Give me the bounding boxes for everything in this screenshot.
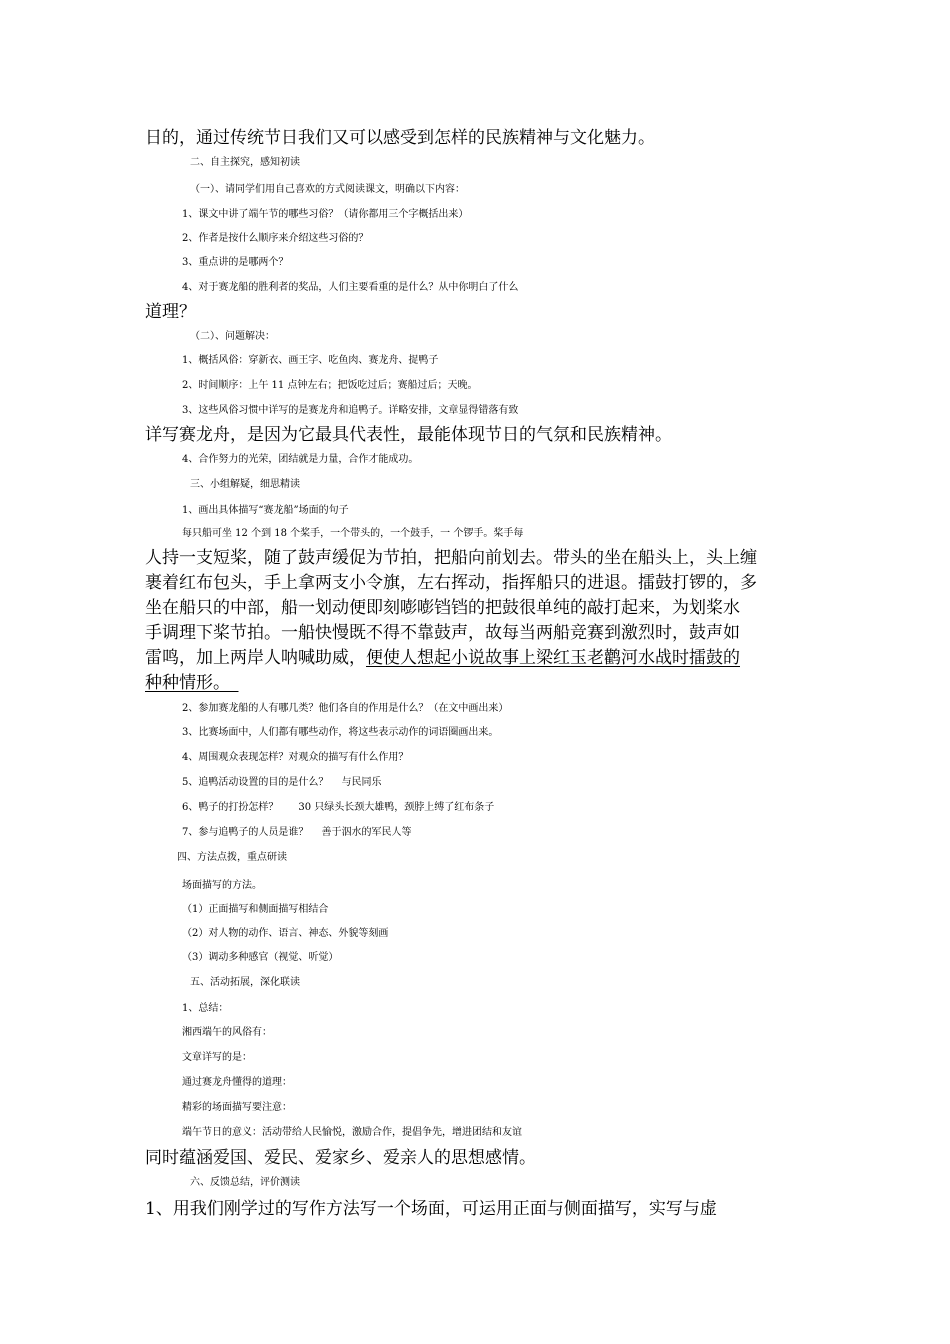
summary-line: 精彩的场面描写要注意： — [182, 1102, 292, 1113]
question-line: 2、作者是按什么顺序来介绍这些习俗的？ — [182, 233, 369, 244]
passage-line: 裹着红布包头，手上拿两支小令旗，左右挥动，指挥船只的进退。擂鼓打锣的，多 — [145, 573, 757, 593]
section-heading: 六、反馈总结，评价测读 — [190, 1177, 300, 1188]
passage-line — [145, 646, 815, 670]
summary-line: 1、总结： — [182, 1003, 229, 1014]
summary-line: 通过赛龙舟懂得的道理： — [182, 1077, 292, 1088]
section-heading: 四、方法点拨，重点研读 — [177, 852, 287, 863]
passage-line — [145, 671, 815, 695]
method-line: （2）对人物的动作、语言、神态、外貌等刻画 — [182, 928, 389, 939]
subsection-heading: （二）、问题解决： — [190, 331, 275, 342]
passage-line: 每只船可坐 12 个到 18 个桨手，一个带头的，一个鼓手，一 个锣手。桨手每 — [182, 528, 524, 539]
subsection-heading: （一）、请同学们用自己喜欢的方式阅读课文，明确以下内容： — [190, 184, 465, 195]
question-line: 2、参加赛龙船的人有哪几类？他们各自的作用是什么？（在文中画出来） — [182, 703, 509, 714]
question-line: 5、追鸭活动设置的目的是什么？ 与民同乐 — [182, 777, 382, 788]
question-line: 7、参与追鸭子的人员是谁？ 善于泅水的军民人等 — [182, 827, 412, 838]
answer-line: 3、这些风俗习惯中详写的是赛龙舟和追鸭子。详略安排，文章显得错落有致 — [182, 405, 519, 416]
underlined-passage-text: 便使人想起小说故事上梁红玉老鹳河水战时擂鼓的 — [366, 648, 740, 668]
underlined-passage-text: 种种情形。 — [145, 673, 222, 693]
answer-line: 2、时间顺序：上午 11 点钟左右；把饭吃过后；赛船过后；天晚。 — [182, 380, 478, 391]
summary-line-continued: 同时蕴涵爱国、爱民、爱家乡、爱亲人的思想感情。 — [145, 1148, 536, 1168]
task-line: 1、画出具体描写“赛龙船”场面的句子 — [182, 505, 349, 516]
passage-line: 人持一支短桨，随了鼓声缓促为节拍，把船向前划去。带头的坐在船头上，头上缠 — [145, 548, 757, 568]
question-line: 4、对于赛龙船的胜利者的奖品，人们主要看重的是什么？从中你明白了什么 — [182, 282, 519, 293]
passage-line: 坐在船只的中部，船一划动便即刻嘭嘭铛铛的把鼓很单纯的敲打起来，为划桨水 — [145, 598, 740, 618]
method-line: （3）调动多种感官（视觉、听觉） — [182, 952, 339, 963]
passage-line: 手调理下桨节拍。一船快慢既不得不靠鼓声，故每当两船竞赛到激烈时，鼓声如 — [145, 623, 740, 643]
summary-line: 湘西端午的风俗有： — [182, 1027, 272, 1038]
question-line: 3、重点讲的是哪两个？ — [182, 257, 289, 268]
summary-line: 文章详写的是： — [182, 1052, 252, 1063]
method-line: 场面描写的方法。 — [182, 880, 262, 891]
question-line: 1、课文中讲了端午节的哪些习俗？（请你都用三个字概括出来） — [182, 209, 469, 220]
question-line: 4、周围观众表现怎样？对观众的描写有什么作用？ — [182, 752, 409, 763]
section-heading: 二、自主探究，感知初读 — [190, 157, 300, 168]
section-heading: 五、活动拓展，深化联读 — [190, 977, 300, 988]
question-line: 3、比赛场面中，人们都有哪些动作，将这些表示动作的词语圈画出来。 — [182, 727, 499, 738]
section-heading: 三、小组解疑，细思精读 — [190, 479, 300, 490]
answer-line: 1、概括风俗：穿新衣、画王字、吃鱼肉、赛龙舟、捉鸭子 — [182, 355, 439, 366]
body-line: 日的，通过传统节日我们又可以感受到怎样的民族精神与文化魅力。 — [145, 128, 655, 148]
question-line: 6、鸭子的打扮怎样？ 30 只绿头长颈大雄鸭，颈脖上缚了红布条子 — [182, 802, 495, 813]
answer-line: 4、合作努力的光荣，团结就是力量，合作才能成功。 — [182, 454, 419, 465]
summary-line: 端午节日的意义：活动带给人民愉悦，激励合作，提倡争先，增进团结和友谊 — [182, 1127, 522, 1138]
method-line: （1）正面描写和侧面描写相结合 — [182, 904, 329, 915]
answer-line-continued: 详写赛龙舟，是因为它最具代表性，最能体现节日的气氛和民族精神。 — [145, 425, 672, 445]
task-line: 1、用我们刚学过的写作方法写一个场面，可运用正面与侧面描写，实写与虚 — [145, 1199, 717, 1219]
question-line-continued: 道理？ — [145, 302, 196, 322]
passage-text: 雷鸣，加上两岸人呐喊助威， — [145, 648, 366, 668]
